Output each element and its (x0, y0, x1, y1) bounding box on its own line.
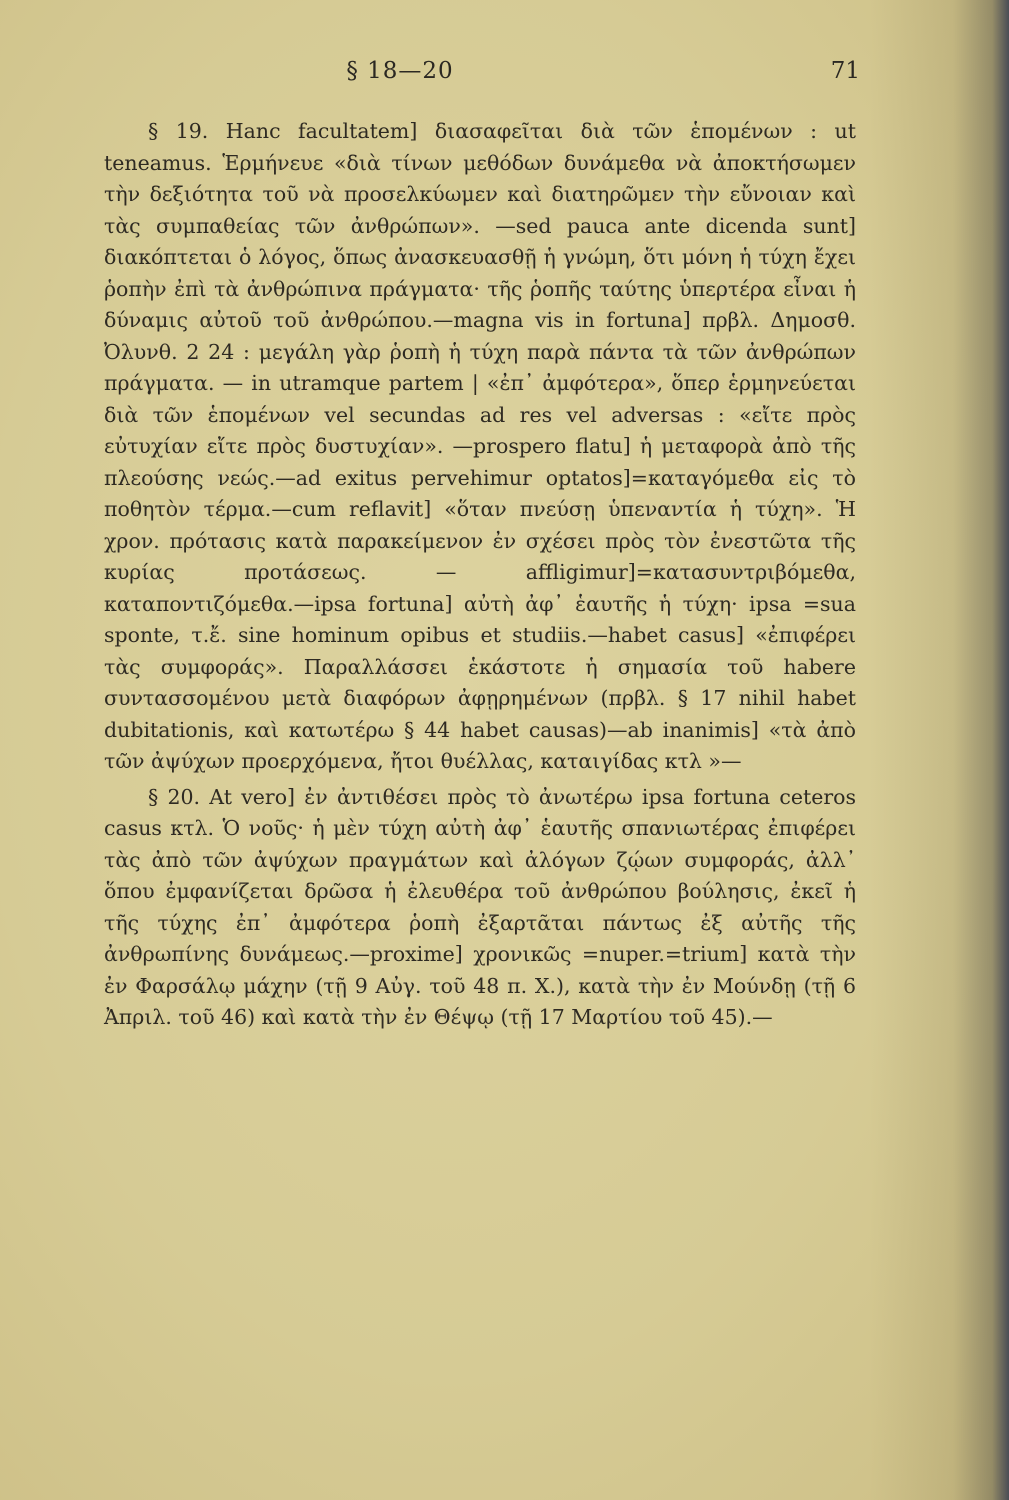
body-text (104, 116, 856, 1034)
paragraph-section-20: § 20. At vero] ἐν ἀντιθέσει πρὸς τὸ ἀνωτέρω ipsa fortuna ceteros casus κτλ. Ὁ νοῦς· ἡ μὲν τύχη αὐτὴ ἀφ᾽ ἑαυτῆς σπανιωτέρας ἐπιφέρει τὰς ἀπὸ τῶν ἀψύχων πραγμάτων καὶ ἀλόγων ζῴων συμφοράς, ἀλλ᾽ ὅπου ἐμφανίζεται δρῶσα ἡ ἐλευθέρα τοῦ ἀνθρώπου βούλησις, ἐκεῖ ἡ τῆς τύχης ἐπ᾽ ἀμφότερα ῥοπὴ ἐξαρτᾶται πάντως ἐξ αὐτῆς τῆς ἀνθρωπίνης δυνάμεως.—proxime] χρονικῶς =nuper.=trium] κατὰ τὴν ἐν Φαρσάλῳ μάχην (τῇ 9 Αὐγ. τοῦ 48 π. Χ.), κατὰ τὴν ἐν Μούνδῃ (τῇ 6 Ἀπριλ. τοῦ 46) καὶ κατὰ τὴν ἐν Θέψῳ (τῇ 17 Μαρτίου τοῦ 45).— (104, 784, 856, 1029)
section-heading: § 18—20 (346, 58, 454, 84)
paragraph-section-19: § 19. Hanc facultatem] διασαφεῖται διὰ τῶν ἑπομένων : ut teneamus. Ἑρμήνευε «διὰ τίνων μεθόδων δυνάμεθα νὰ ἀποκτήσωμεν τὴν δεξιότητα τοῦ νὰ προσελκύωμεν καὶ διατηρῶμεν τὴν εὔνοιαν καὶ τὰς συμπαθείας τῶν ἀνθρώπων». —sed pauca ante dicenda sunt] διακόπτεται ὁ λόγος, ὅπως ἀνασκευασθῇ ἡ γνώμη, ὅτι μόνη ἡ τύχη ἔχει ῥοπὴν ἐπὶ τὰ ἀνθρώπινα πράγματα· τῆς ῥοπῆς ταύτης ὑπερτέρα εἶναι ἡ δύναμις αὐτοῦ τοῦ ἀνθρώπου.—magna vis in fortuna] πρβλ. Δημοσθ. Ὀλυνθ. 2 24 : μεγάλη γὰρ ῥοπὴ ἡ τύχη παρὰ πάντα τὰ τῶν ἀνθρώπων πράγματα. — in utramque partem | «ἐπ᾽ ἀμφότερα», ὅπερ ἑρμηνεύεται διὰ τῶν ἑπομένων vel secundas ad res vel adversas : «εἴτε πρὸς εὐτυχίαν εἴτε πρὸς δυστυχίαν». —prospero flatu] ἡ μεταφορὰ ἀπὸ τῆς πλεούσης νεώς.—ad exitus pervehimur optatos]=καταγόμεθα εἰς τὸ ποθητὸν τέρμα.—cum reflavit] «ὅταν πνεύσῃ ὑπεναντία ἡ τύχη». Ἡ χρον. πρότασις κατὰ παρακείμενον ἐν σχέσει πρὸς τὸν ἐνεστῶτα τῆς κυρίας προτάσεως. — affligimur]=κατασυντριβόμεθα, καταποντιζόμεθα.—ipsa fortuna] αὐτὴ ἀφ᾽ ἑαυτῆς ἡ τύχη· ipsa =sua sponte, τ.ἔ. sine hominum opibus et studiis.—habet casus] «ἐπιφέρει τὰς συμφοράς». Παραλλάσσει ἑκάστοτε ἡ σημασία τοῦ habere συντασσομένου μετὰ διαφόρων ἀφῃρημένων (πρβλ. § 17 nihil habet dubitationis, καὶ κατωτέρω § 44 habet causas)—ab inanimis] «τὰ ἀπὸ τῶν ἀψύχων προερχόμενα, ἤτοι θυέλλας, καταιγίδας κτλ »— (104, 119, 856, 773)
running-header (100, 58, 860, 98)
page-edge-shadow (869, 0, 1009, 1500)
page-number: 71 (830, 58, 860, 84)
